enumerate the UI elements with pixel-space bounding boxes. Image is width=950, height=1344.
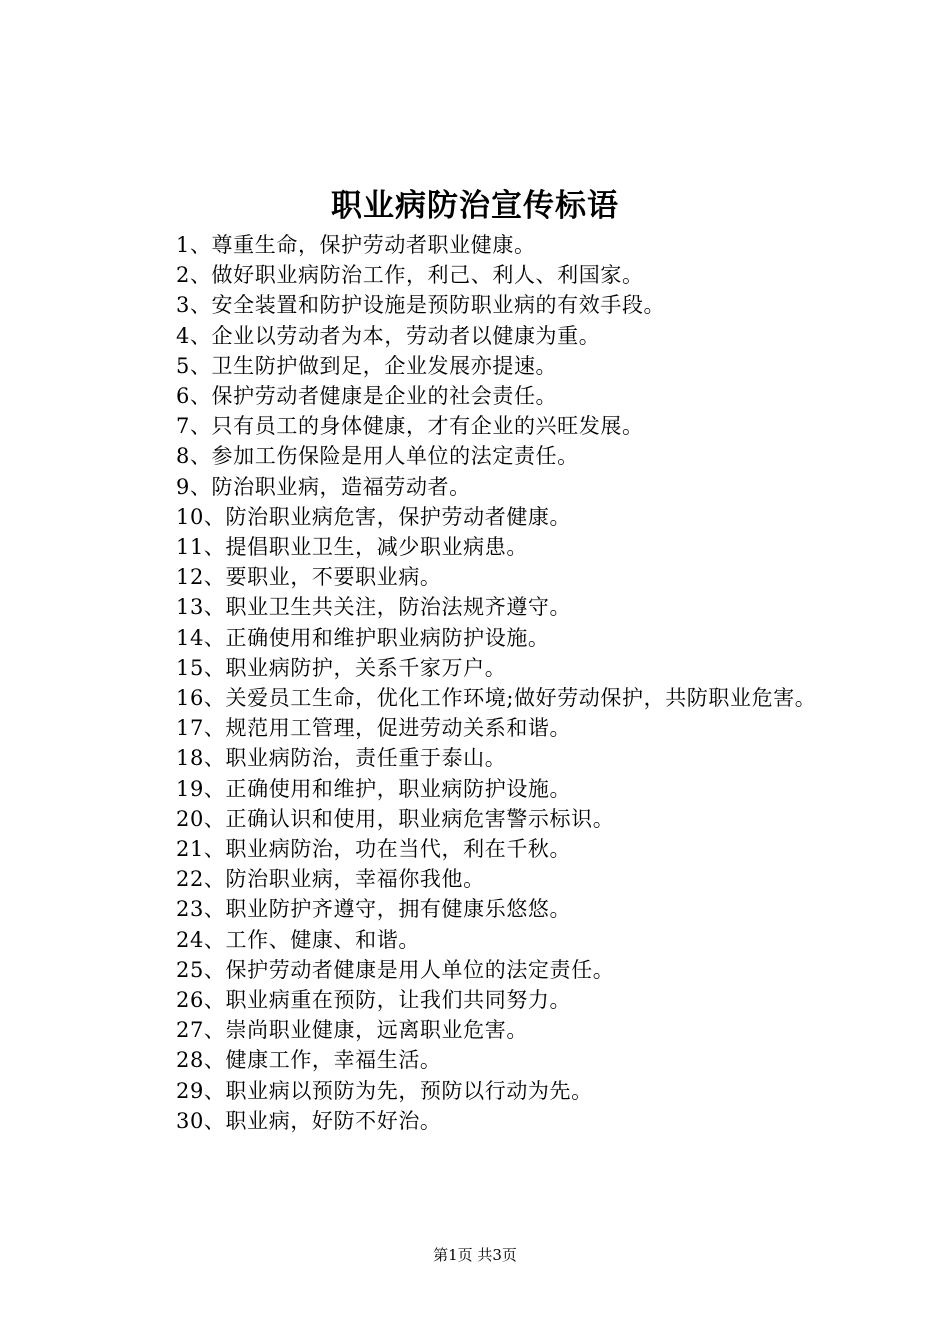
list-item: 19、正确使用和维护，职业病防护设施。 xyxy=(176,776,572,801)
list-item: 18、职业病防治，责任重于泰山。 xyxy=(176,746,507,771)
list-item: 24、工作、健康、和谐。 xyxy=(176,927,420,952)
list-item: 12、要职业，不要职业病。 xyxy=(176,565,442,590)
list-item: 23、职业防护齐遵守，拥有健康乐悠悠。 xyxy=(176,897,572,922)
list-item: 9、防治职业病，造福劳动者。 xyxy=(176,474,471,499)
list-item: 8、参加工伤保险是用人单位的法定责任。 xyxy=(176,444,579,469)
list-item: 20、正确认识和使用，职业病危害警示标识。 xyxy=(176,806,615,831)
list-item: 16、关爱员工生命，优化工作环境;做好劳动保护，共防职业危害。 xyxy=(176,686,817,711)
list-item: 3、安全装置和防护设施是预防职业病的有效手段。 xyxy=(176,293,666,318)
list-item: 30、职业病，好防不好治。 xyxy=(176,1108,442,1133)
list-item: 6、保护劳动者健康是企业的社会责任。 xyxy=(176,384,558,409)
list-item: 29、职业病以预防为先，预防以行动为先。 xyxy=(176,1078,593,1103)
list-item: 4、企业以劳动者为本，劳动者以健康为重。 xyxy=(176,323,601,348)
list-item: 5、卫生防护做到足，企业发展亦提速。 xyxy=(176,353,558,378)
list-item: 13、职业卫生共关注，防治法规齐遵守。 xyxy=(176,595,572,620)
list-item: 27、崇尚职业健康，远离职业危害。 xyxy=(176,1018,528,1043)
slogan-list xyxy=(130,230,835,1136)
list-item: 25、保护劳动者健康是用人单位的法定责任。 xyxy=(176,957,615,982)
list-item: 7、只有员工的身体健康，才有企业的兴旺发展。 xyxy=(176,414,644,439)
list-item: 22、防治职业病，幸福你我他。 xyxy=(176,867,485,892)
list-item: 26、职业病重在预防，让我们共同努力。 xyxy=(176,988,572,1013)
list-item: 14、正确使用和维护职业病防护设施。 xyxy=(176,625,550,650)
list-item: 1、尊重生命，保护劳动者职业健康。 xyxy=(176,233,536,257)
list-item: 11、提倡职业卫生，减少职业病患。 xyxy=(176,535,528,560)
list-item: 28、健康工作，幸福生活。 xyxy=(176,1048,442,1073)
list-item: 17、规范用工管理，促进劳动关系和谐。 xyxy=(176,716,572,741)
list-item: 21、职业病防治，功在当代，利在千秋。 xyxy=(176,837,572,862)
list-item: 15、职业病防护，关系千家万户。 xyxy=(176,655,507,680)
list-item: 2、做好职业病防治工作，利己、利人、利国家。 xyxy=(176,263,644,288)
page-number: 第1页 共3页 xyxy=(433,1246,517,1264)
document-title: 职业病防治宣传标语 xyxy=(331,188,619,224)
list-item: 10、防治职业病危害，保护劳动者健康。 xyxy=(176,504,572,529)
